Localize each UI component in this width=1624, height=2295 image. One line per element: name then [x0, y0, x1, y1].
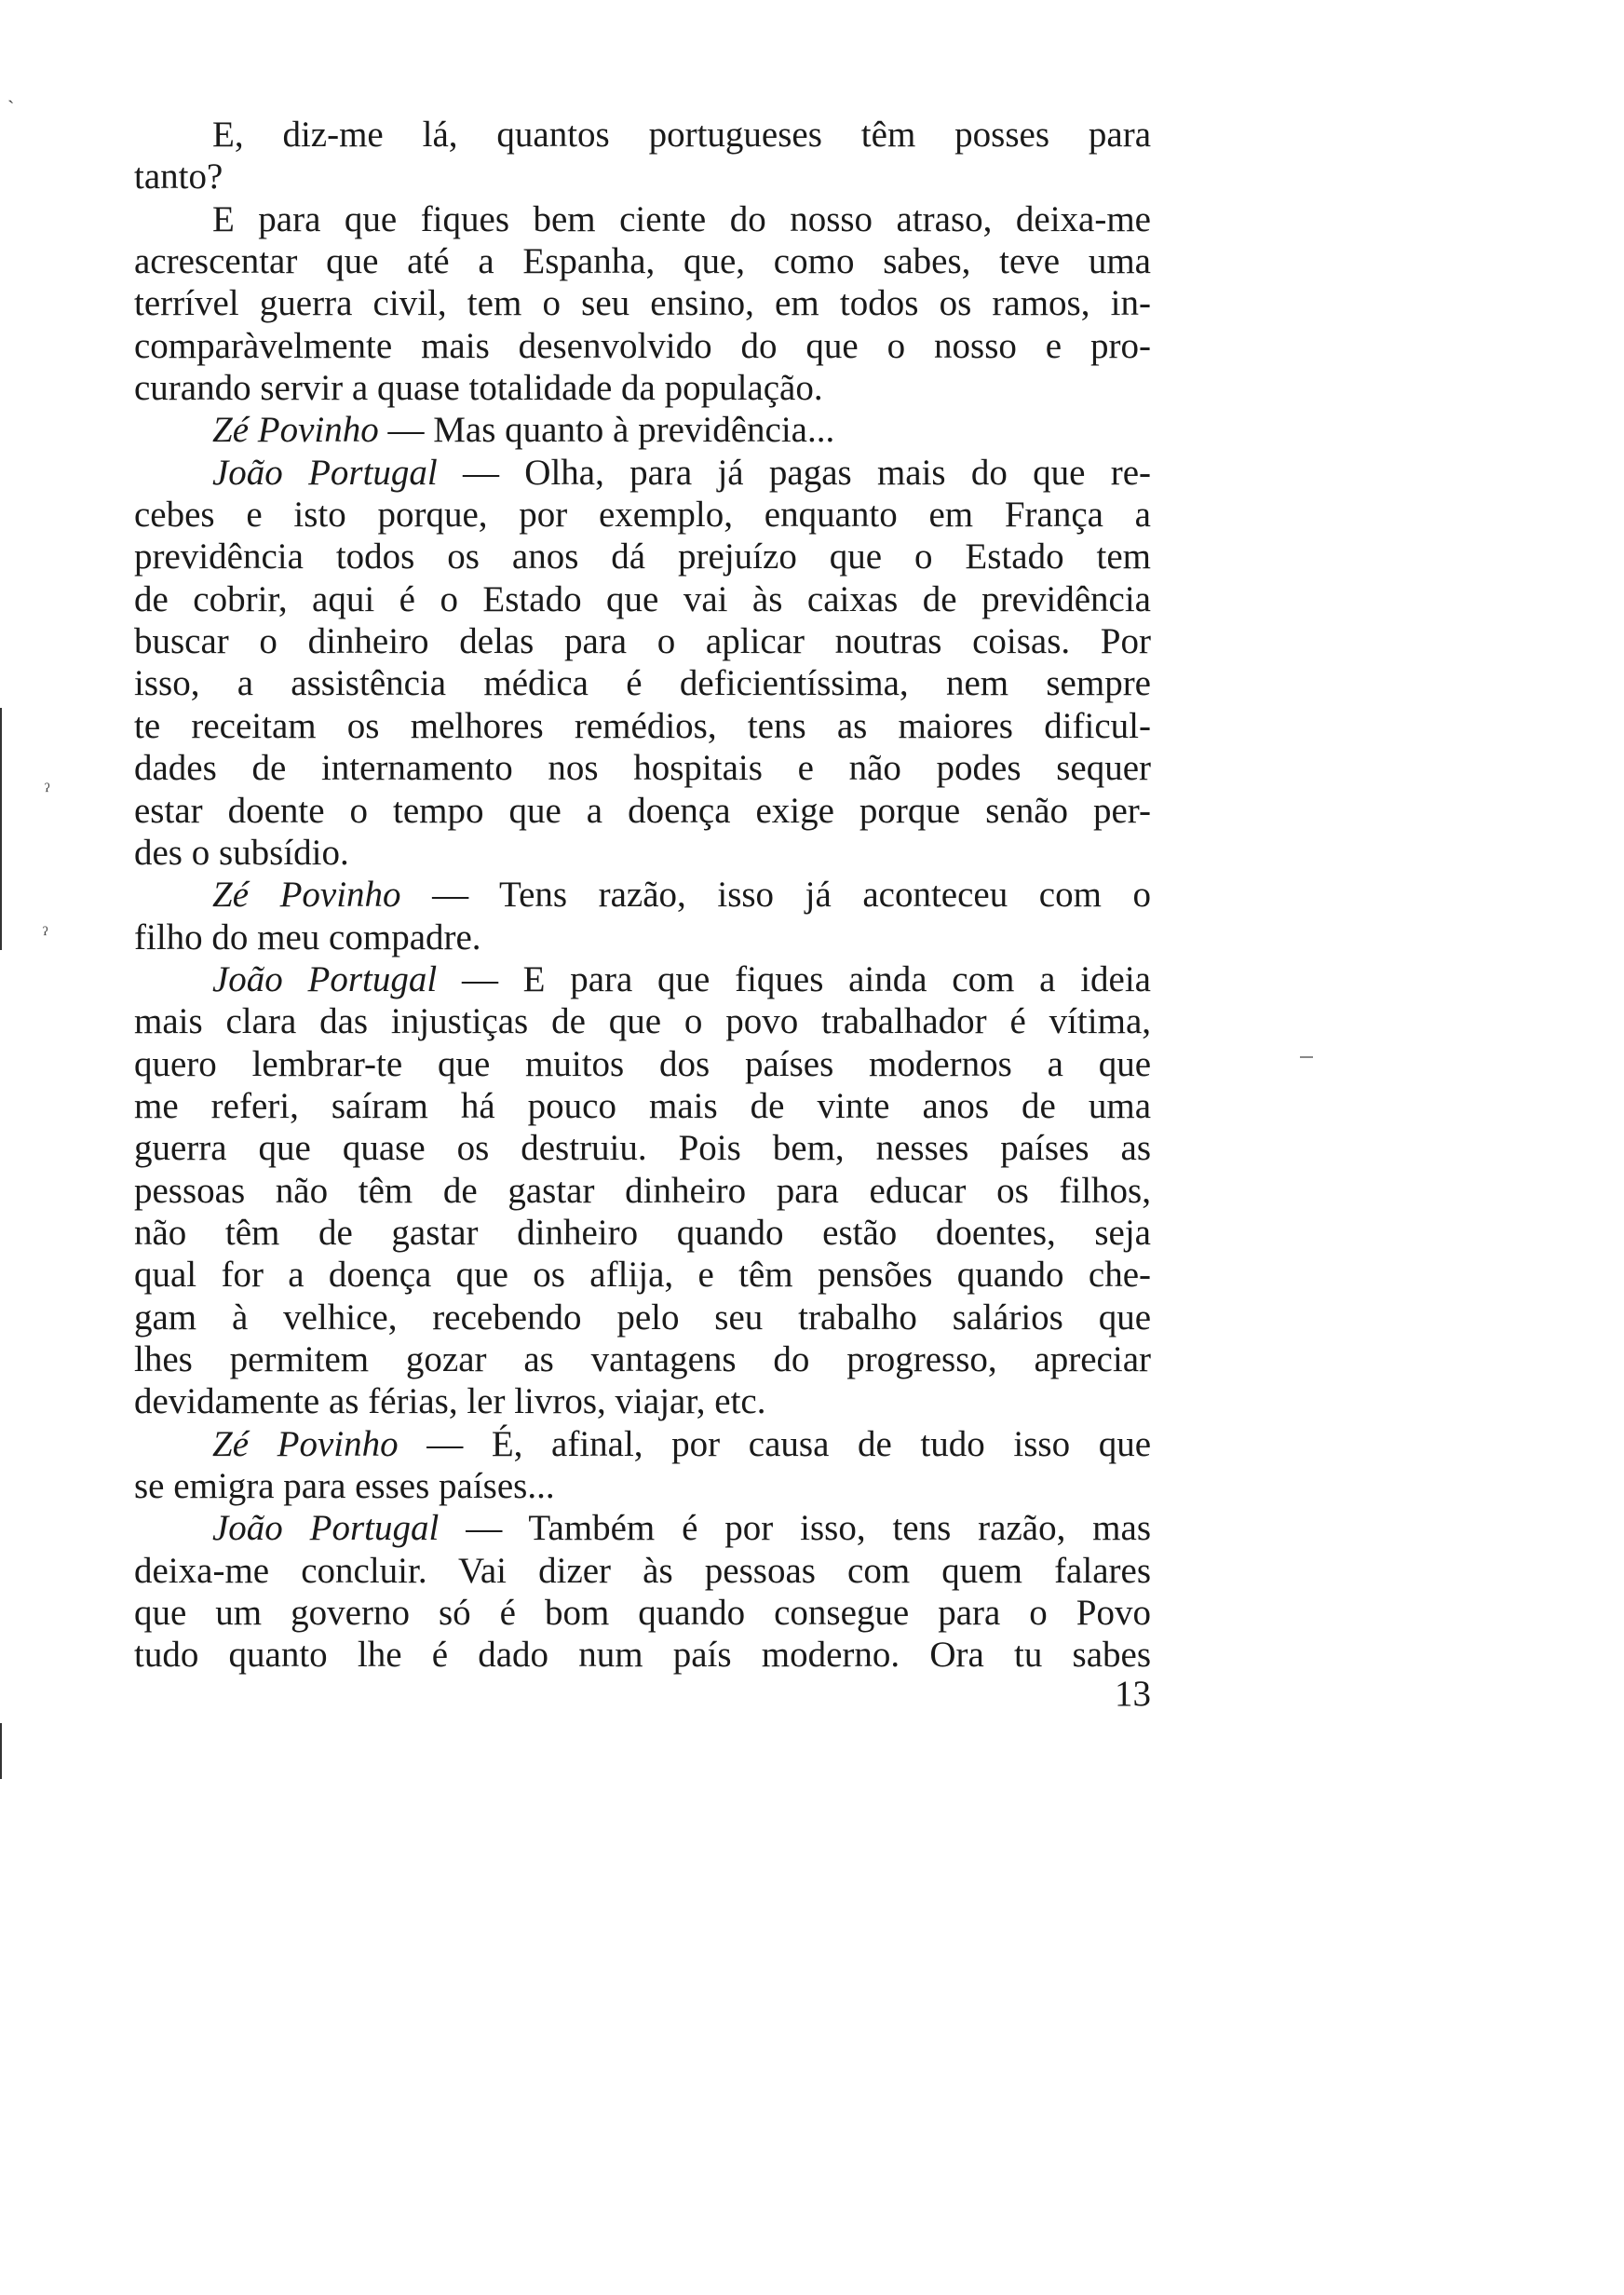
- text-line: [134, 452, 1151, 494]
- text-line: [134, 282, 1151, 324]
- text-line: [134, 1212, 1151, 1254]
- line-text: E, diz-me lá, quantos portugueses têm posses para: [212, 115, 1151, 155]
- line-text: comparàvelmente mais desenvolvido do que o nosso e pro-: [134, 325, 1151, 366]
- line-text: não têm de gastar dinheiro quando estão doentes, seja: [134, 1212, 1151, 1253]
- text-line: [134, 1000, 1151, 1042]
- line-text: isso, a assistência médica é deficientíssima, nem sempre: [134, 663, 1151, 704]
- text-line: [134, 578, 1151, 620]
- margin-speck: ˀ: [43, 922, 48, 945]
- line-text: — Mas quanto à previdência...: [378, 410, 835, 451]
- line-text: filho do meu compadre.: [134, 917, 481, 957]
- line-text: buscar o dinheiro delas para o aplicar noutras coisas. Por: [134, 621, 1151, 662]
- line-text: — Também é por isso, tens razão, mas: [439, 1508, 1151, 1549]
- line-text: curando servir a quase totalidade da população.: [134, 368, 823, 409]
- line-text: — Olha, para já pagas mais do que re-: [437, 452, 1151, 493]
- line-text: dades de internamento nos hospitais e não podes sequer: [134, 748, 1151, 789]
- line-text: cebes e isto porque, por exemplo, enquanto em França a: [134, 495, 1151, 536]
- line-text: me referi, saíram há pouco mais de vinte anos de uma: [134, 1085, 1151, 1126]
- text-line: [134, 958, 1151, 1000]
- text-line: [134, 1127, 1151, 1169]
- text-line: [134, 1338, 1151, 1380]
- text-line: [134, 1254, 1151, 1296]
- line-text: — É, afinal, por causa de tudo isso que: [398, 1423, 1152, 1464]
- text-line: [134, 832, 1151, 874]
- text-line: [134, 198, 1151, 240]
- text-line: [134, 1507, 1151, 1549]
- line-text: des o subsídio.: [134, 832, 349, 873]
- line-text: lhes permitem gozar as vantagens do progresso, apreciar: [134, 1338, 1151, 1379]
- text-line: [134, 1043, 1151, 1085]
- line-text: — E para que fiques ainda com a ideia: [437, 958, 1151, 999]
- line-text: terrível guerra civil, tem o seu ensino, em todos os ramos, in-: [134, 283, 1151, 324]
- text-line: [134, 325, 1151, 367]
- text-line: [134, 1592, 1151, 1634]
- text-line: [134, 367, 1151, 409]
- body-text: [134, 114, 1151, 1677]
- text-line: [134, 917, 1151, 958]
- line-text: qual for a doença que os aflija, e têm pensões quando che-: [134, 1255, 1151, 1296]
- line-text: mais clara das injustiças de que o povo trabalhador é vítima,: [134, 1001, 1151, 1042]
- text-line: [134, 1085, 1151, 1127]
- page-number: 13: [1115, 1674, 1151, 1714]
- line-text: — Tens razão, isso já aconteceu com o: [400, 875, 1152, 916]
- speaker-name: Zé Povinho: [212, 410, 379, 451]
- speaker-name: Zé Povinho: [212, 1423, 399, 1464]
- line-text: que um governo só é bom quando consegue para o Povo: [134, 1593, 1151, 1634]
- line-text: acrescentar que até a Espanha, que, como sabes, teve uma: [134, 241, 1151, 282]
- right-margin-dash: [1300, 1056, 1313, 1058]
- text-line: [134, 790, 1151, 832]
- line-text: pessoas não têm de gastar dinheiro para educar os filhos,: [134, 1170, 1151, 1211]
- line-text: deixa-me concluir. Vai dizer às pessoas com quem falares: [134, 1550, 1151, 1591]
- text-line: [134, 240, 1151, 282]
- text-line: [134, 1423, 1151, 1465]
- text-line: [134, 536, 1151, 577]
- text-line: [134, 747, 1151, 789]
- line-text: gam à velhice, recebendo pelo seu trabalho salários que: [134, 1297, 1151, 1338]
- line-text: quero lembrar-te que muitos dos países modernos a que: [134, 1043, 1151, 1084]
- speaker-name: João Portugal: [212, 958, 438, 999]
- text-line: [134, 1297, 1151, 1338]
- line-text: tudo quanto lhe é dado num país moderno. Ora tu sabes: [134, 1635, 1151, 1676]
- line-text: previdência todos os anos dá prejuízo que o Estado tem: [134, 536, 1151, 577]
- speaker-name: João Portugal: [212, 1508, 440, 1549]
- margin-speck: ˀ: [45, 779, 50, 802]
- line-text: guerra que quase os destruiu. Pois bem, nesses países as: [134, 1128, 1151, 1169]
- line-text: se emigra para esses países...: [134, 1466, 555, 1506]
- speaker-name: João Portugal: [212, 452, 438, 493]
- text-line: [134, 1170, 1151, 1212]
- line-text: de cobrir, aqui é o Estado que vai às caixas de previdência: [134, 578, 1151, 619]
- text-line: [134, 620, 1151, 662]
- line-text: estar doente o tempo que a doença exige porque senão per-: [134, 790, 1151, 831]
- text-line: [134, 1634, 1151, 1676]
- line-text: tanto?: [134, 156, 223, 197]
- text-line: [134, 114, 1151, 156]
- left-margin-line: [0, 708, 2, 950]
- text-line: [134, 874, 1151, 916]
- text-line: [134, 705, 1151, 747]
- margin-speck: ˎ: [7, 80, 15, 103]
- text-line: [134, 156, 1151, 197]
- text-line: [134, 409, 1151, 451]
- line-text: devidamente as férias, ler livros, viajar, etc.: [134, 1381, 766, 1422]
- speaker-name: Zé Povinho: [212, 875, 401, 916]
- text-line: [134, 662, 1151, 704]
- line-text: te receitam os melhores remédios, tens as maiores dificul-: [134, 705, 1151, 746]
- text-line: [134, 1465, 1151, 1507]
- left-margin-line-lower: [0, 1723, 2, 1779]
- text-line: [134, 1380, 1151, 1422]
- line-text: E para que fiques bem ciente do nosso atraso, deixa-me: [212, 198, 1151, 239]
- text-line: [134, 494, 1151, 536]
- text-line: [134, 1550, 1151, 1592]
